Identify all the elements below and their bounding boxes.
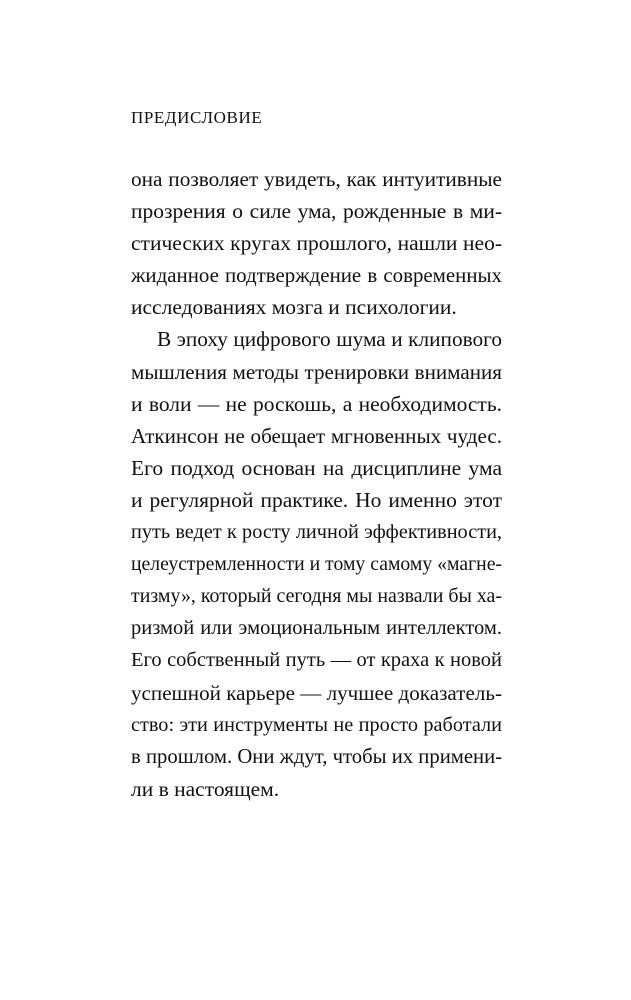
text-line: и регулярной практике. Но именно этот	[131, 487, 502, 512]
text-line: В эпоху цифрового шума и клипового	[157, 327, 502, 352]
text-line: Его подход основан на дисциплине ума	[131, 455, 502, 480]
body-text	[131, 163, 502, 805]
text-line: тизму», который сегодня мы назвали бы ха-	[131, 585, 502, 608]
text-line: ризмой или эмоциональным интеллектом.	[131, 617, 502, 640]
text-line: Аткинсон не обещает мгновенных чудес.	[131, 423, 502, 448]
text-line: стических кругах прошлого, нашли нео-	[131, 231, 502, 256]
text-line: путь ведет к росту личной эффективности,	[131, 521, 502, 544]
text-line: ство: эти инструменты не просто работали	[131, 713, 502, 736]
text-line: и воли — не роскошь, а необходимость.	[131, 391, 502, 416]
text-line: исследованиях мозга и психологии.	[131, 295, 457, 320]
text-line: жиданное подтверждение в современных	[131, 263, 502, 288]
paragraph	[131, 163, 502, 323]
text-line: прозрения о силе ума, рожденные в ми-	[131, 199, 502, 224]
text-line: в прошлом. Они ждут, чтобы их примени-	[131, 745, 503, 768]
text-line: целеустремленности и тому самому «магне-	[131, 553, 502, 576]
text-line: мышления методы тренировки внимания	[131, 359, 502, 384]
text-line: она позволяет увидеть, как интуитивные	[131, 167, 502, 191]
text-line: Его собственный путь — от краха к новой	[131, 649, 502, 672]
text-line: ли в настоящем.	[131, 776, 280, 801]
text-line: успешной карьере — лучшее доказатель-	[131, 680, 502, 705]
paragraph	[131, 323, 502, 804]
running-head: ПРЕДИСЛОВИЕ	[131, 108, 263, 127]
